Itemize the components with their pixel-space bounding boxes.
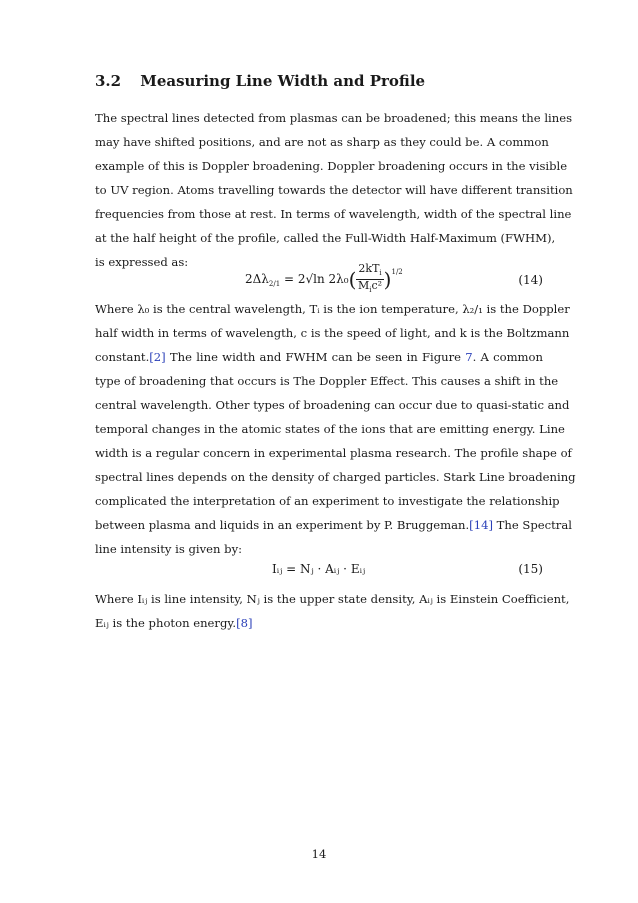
paragraph1-line: is expressed as: (95, 255, 189, 269)
figure-link[interactable]: 7 (465, 350, 473, 364)
paragraph1-line: may have shifted positions, and are not as sharp as they could be. A common (95, 135, 549, 149)
equation-15 (95, 562, 543, 592)
citation-link[interactable]: [14] (469, 518, 493, 532)
page-number: 14 (311, 847, 327, 861)
paragraph2-line: Where λ₀ is the central wavelength, Tᵢ is the ion temperature, λ₂/₁ is the Doppler (95, 302, 570, 316)
paragraph2-line: between plasma and liquids in an experiment by P. Bruggeman.[14] The Spectral (95, 518, 572, 532)
citation-link[interactable]: [2] (149, 350, 166, 364)
equation-14-body: $2\Delta\lambda_{2/1} = 2√\ln$ 2λ₀( $\frac{2kT_i}{M_ic^2}$ )$^{1/2}$ (245, 262, 403, 294)
paragraph2-line: width is a regular concern in experimental plasma research. The profile shape of (95, 446, 572, 460)
paragraph2-line: central wavelength. Other types of broadening can occur due to quasi-static and (95, 398, 570, 412)
equation-14-number: (14) (518, 273, 543, 287)
paragraph2-line: temporal changes in the atomic states of the ions that are emitting energy. Line (95, 422, 565, 436)
paragraph1-line: The spectral lines detected from plasmas can be broadened; this means the lines (95, 111, 573, 125)
equation-14 (95, 263, 543, 293)
equation-15-body: Iᵢⱼ = Nⱼ · Aᵢⱼ · Eᵢⱼ (272, 562, 366, 576)
paragraph2-line: line intensity is given by: (95, 542, 243, 556)
section-number: 3.2 (95, 72, 122, 90)
paragraph1-line: example of this is Doppler broadening. Doppler broadening occurs in the visible (95, 159, 568, 173)
paragraph2-line: half width in terms of wavelength, c is the speed of light, and k is the Boltzmann (95, 326, 570, 340)
paragraph3-line: Eᵢⱼ is the photon energy.[8] (95, 616, 253, 630)
paragraph2-line: spectral lines depends on the density of charged particles. Stark Line broadening (95, 470, 576, 484)
paragraph2-line: complicated the interpretation of an experiment to investigate the relationship (95, 494, 560, 508)
paragraph3-line: Where Iᵢⱼ is line intensity, Nⱼ is the upper state density, Aᵢⱼ is Einstein Coefficient, (95, 592, 570, 606)
section-heading (95, 72, 425, 90)
paragraph1-line: to UV region. Atoms travelling towards the detector will have different transition (95, 183, 573, 197)
paragraph2-line: type of broadening that occurs is The Doppler Effect. This causes a shift in the (95, 374, 559, 388)
paragraph1-line: frequencies from those at rest. In terms of wavelength, width of the spectral line (95, 207, 572, 221)
section-title: Measuring Line Width and Profile (140, 72, 426, 90)
equation-15-number: (15) (518, 562, 543, 576)
paragraph1-line: at the half height of the profile, called the Full-Width Half-Maximum (FWHM), (95, 231, 556, 245)
paragraph2-line: constant.[2] The line width and FWHM can be seen in Figure 7. A common (95, 350, 544, 364)
citation-link[interactable]: [8] (236, 616, 253, 630)
